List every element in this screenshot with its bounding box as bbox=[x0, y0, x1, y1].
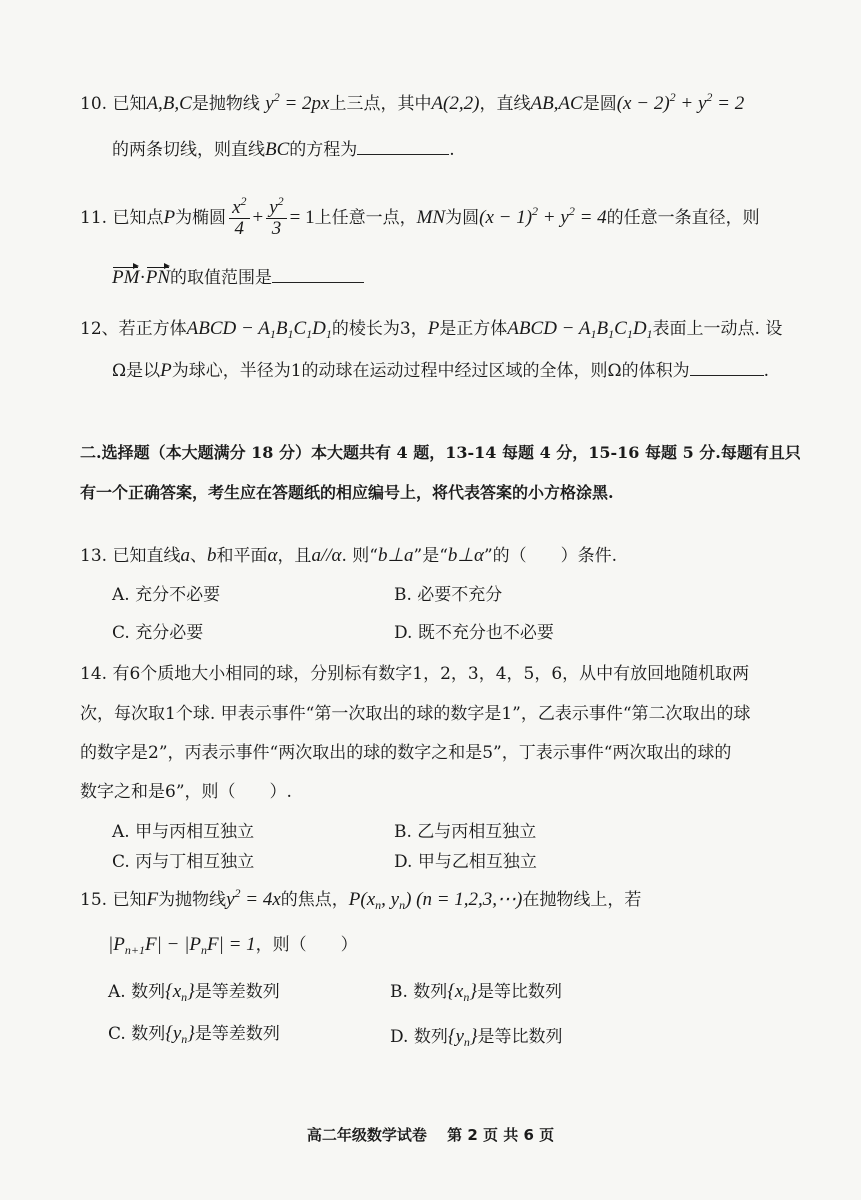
q15-text: 为抛物线 bbox=[158, 890, 227, 910]
q13-option-d[interactable]: D. 既不充分也不必要 bbox=[394, 623, 554, 643]
q14-option-b[interactable]: B. 乙与丙相互独立 bbox=[394, 822, 537, 842]
q15-option-d[interactable]: D. 数列$\{y_n\}$是等比数列 bbox=[390, 1026, 563, 1049]
q11-text: 的取值范围是 bbox=[170, 268, 273, 288]
q14-option-d[interactable]: D. 甲与乙相互独立 bbox=[394, 852, 537, 872]
section2-heading: 二.选择题（本大题满分 18 分）本大题共有 4 题，13-14 每题 4 分，15-16 每题 5 分.每题有且只 bbox=[80, 443, 801, 462]
q13-text: ，且 bbox=[277, 546, 312, 566]
q12-point-p: P bbox=[427, 318, 440, 339]
q13-math: b⊥a bbox=[377, 545, 414, 566]
q10-text: 的两条切线，则直线 bbox=[112, 140, 265, 160]
q10-line1 bbox=[80, 92, 744, 116]
q15-points: $P(x_n$, $y_n$) (n = 1,2,3,⋯) bbox=[348, 889, 523, 912]
option-label: D. 数列 bbox=[390, 1027, 448, 1047]
q15-parabola: $y^2 = 4x$ bbox=[226, 886, 281, 910]
answer-blank bbox=[357, 153, 449, 155]
q14-line2: 次，每次取1个球. 甲表示事件“第一次取出的球的数字是1”，乙表示事件“第二次取出的球 bbox=[80, 704, 751, 724]
q10-text: 是抛物线 bbox=[191, 94, 260, 114]
q15-option-c[interactable]: C. 数列$\{y_n\}$是等差数列 bbox=[108, 1023, 280, 1046]
q11-frac-y: $\frac{y^2}{3}$ bbox=[266, 198, 286, 239]
q13-option-c[interactable]: C. 充分必要 bbox=[112, 623, 204, 643]
q11-text: 为椭圆 bbox=[175, 208, 227, 228]
q12-text: 是正方体 bbox=[439, 319, 508, 339]
q12-text: Ω是以 bbox=[112, 361, 161, 381]
q15-text: 15. 已知 bbox=[80, 890, 147, 910]
answer-blank bbox=[690, 374, 764, 376]
q13-text: . 则“ bbox=[341, 546, 378, 566]
q13-option-b[interactable]: B. 必要不充分 bbox=[394, 585, 503, 605]
q14-option-a[interactable]: A. 甲与丙相互独立 bbox=[112, 822, 255, 842]
q12-line1 bbox=[80, 317, 782, 341]
q10-math-points: A,B,C bbox=[146, 93, 192, 114]
q13-option-a[interactable]: A. 充分不必要 bbox=[112, 585, 221, 605]
q12-cube: ABCD − $A_1B_1C_1D_1$ bbox=[507, 318, 653, 341]
q10-parabola: $y^2 = 2px$ bbox=[265, 90, 330, 114]
q13-text: 、 bbox=[189, 546, 207, 566]
q15-option-b[interactable]: B. 数列$\{x_n\}$是等比数列 bbox=[390, 981, 562, 1004]
q15-condition: $|P_{n+1}F| - |P_nF| = 1$ bbox=[108, 934, 256, 957]
q11-line2: PM·PN的取值范围是 bbox=[112, 266, 364, 290]
q13-math: a bbox=[180, 545, 190, 566]
section2-instructions: 有一个正确答案，考生应在答题纸的相应编号上，将代表答案的小方格涂黑. bbox=[80, 483, 614, 502]
q10-text: ，直线 bbox=[479, 94, 531, 114]
q15-text: 在抛物线上，若 bbox=[522, 890, 642, 910]
option-text: 是等差数列 bbox=[194, 1024, 280, 1044]
answer-blank bbox=[272, 281, 364, 283]
q12-text: 12、若正方体 bbox=[80, 319, 187, 339]
option-text: 是等差数列 bbox=[194, 982, 280, 1002]
q10-text: 的方程为 bbox=[289, 140, 358, 160]
q12-text: 表面上一动点. 设 bbox=[652, 319, 783, 339]
q10-lines: AB,AC bbox=[530, 93, 583, 114]
q11-frac-x: $\frac{x^2}{4}$ bbox=[229, 198, 249, 239]
q15-option-a[interactable]: A. 数列$\{x_n\}$是等差数列 bbox=[108, 981, 280, 1004]
q14-line4: 数字之和是6”，则（ ）. bbox=[80, 782, 292, 802]
q13-text: 13. 已知直线 bbox=[80, 546, 181, 566]
q11-circle: $(x - 1)^2 + y^2 = 4$ bbox=[479, 204, 607, 228]
vector-pn: PN bbox=[145, 267, 171, 288]
q14-option-c[interactable]: C. 丙与丁相互独立 bbox=[112, 852, 255, 872]
q13-math: a//α bbox=[311, 545, 342, 566]
option-label: C. 数列 bbox=[108, 1024, 166, 1044]
q11-line1: 11. 已知点P为椭圆 $\frac{x^2}{4}$ + $\frac{y^2}{3}$ = 1上任意一点，MN为圆$(x - 1)^2 + y^2 = 4$的任意一条直径，则 bbox=[80, 194, 760, 239]
q12-line2: Ω是以P为球心，半径为1的动球在运动过程中经过区域的全体，则Ω的体积为 . bbox=[112, 360, 770, 381]
q12-text: 为球心，半径为1的动球在运动过程中经过区域的全体，则Ω的体积为 bbox=[171, 361, 690, 381]
option-text: 是等比数列 bbox=[477, 1027, 563, 1047]
q13-text: 和平面 bbox=[216, 546, 268, 566]
q10-line-bc: BC bbox=[265, 139, 290, 160]
option-label: A. 数列 bbox=[108, 982, 166, 1002]
q11-diameter: MN bbox=[416, 207, 446, 228]
page-footer: 高二年级数学试卷 第 2 页 共 6 页 bbox=[306, 1126, 555, 1144]
q12-period: . bbox=[763, 361, 770, 381]
q11-text: 上任意一点， bbox=[314, 208, 417, 228]
q13-text: ”的（ ）条件. bbox=[483, 546, 618, 566]
q15-focus: F bbox=[146, 889, 159, 910]
q11-text: 为圆 bbox=[445, 208, 480, 228]
q13-text: ”是“ bbox=[413, 546, 448, 566]
q11-point-p: P bbox=[163, 207, 176, 228]
q12-text: 的棱长为3， bbox=[331, 319, 428, 339]
q14-line3: 的数字是2”，丙表示事件“两次取出的球的数字之和是5”，丁表示事件“两次取出的球的 bbox=[80, 743, 732, 763]
q15-line1 bbox=[80, 888, 641, 912]
q10-text: 10. 已知 bbox=[80, 94, 147, 114]
q13-math: b⊥α bbox=[447, 545, 484, 566]
q10-period: . bbox=[449, 140, 455, 160]
option-text: 是等比数列 bbox=[476, 982, 562, 1002]
option-label: B. 数列 bbox=[390, 982, 448, 1002]
q11-text: 的任意一条直径，则 bbox=[606, 208, 760, 228]
q10-circle: $(x - 2)^2 + y^2 = 2$ bbox=[616, 90, 745, 114]
q12-cube: ABCD − $A_1B_1C_1D_1$ bbox=[186, 318, 332, 341]
q10-text: 上三点，其中 bbox=[329, 94, 432, 114]
q15-text: 的焦点， bbox=[280, 890, 349, 910]
q14-line1: 14. 有6个质地大小相同的球，分别标有数字1，2，3，4，5，6，从中有放回地随机取两 bbox=[80, 664, 750, 684]
q15-line2 bbox=[108, 933, 358, 957]
q13-stem bbox=[80, 544, 617, 568]
vector-pm: PM bbox=[112, 267, 140, 288]
q15-text: ，则（ ） bbox=[255, 935, 358, 955]
q11-text: 11. 已知点 bbox=[80, 208, 164, 228]
q10-line2 bbox=[112, 138, 455, 162]
q10-text: 是圆 bbox=[582, 94, 617, 114]
q10-point-a: A(2,2) bbox=[431, 93, 480, 114]
q13-math: b bbox=[206, 545, 217, 566]
q13-math: α bbox=[267, 545, 278, 566]
